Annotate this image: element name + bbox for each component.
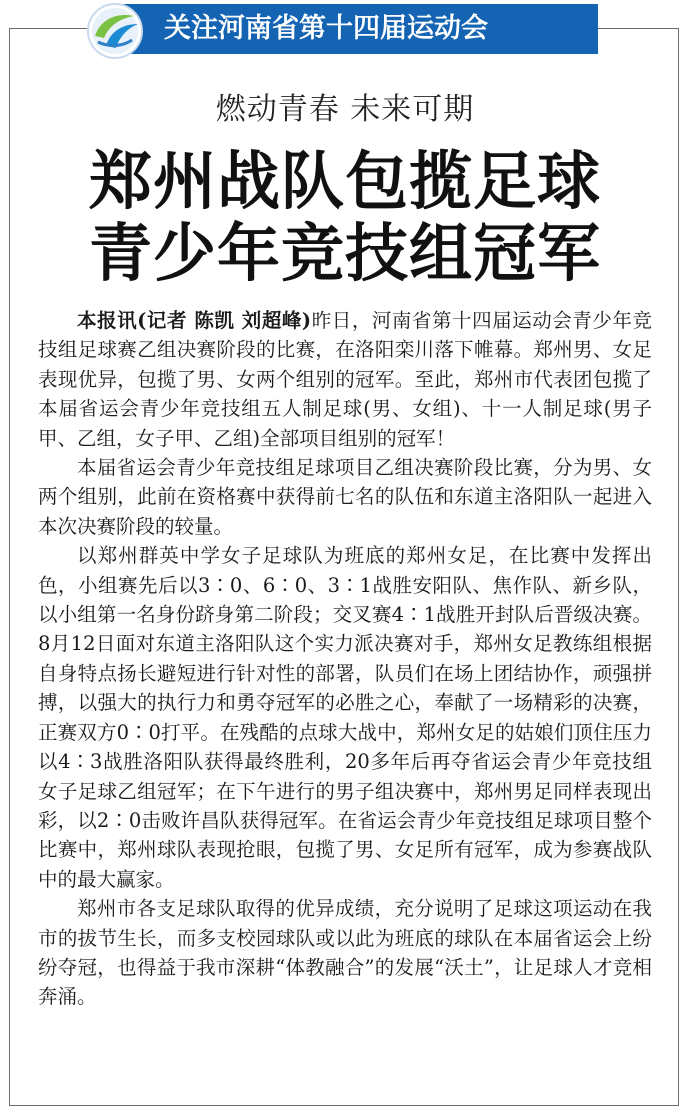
headline-line-2: 青少年竞技组冠军	[89, 217, 601, 290]
headline-line-1: 郑州战队包揽足球	[89, 145, 601, 218]
section-banner	[112, 4, 598, 54]
article-subtitle: 燃动青春 未来可期	[215, 92, 475, 127]
paragraph-1	[38, 306, 652, 453]
paragraph-1-text: 昨日，河南省第十四届运动会青少年竞技组足球赛乙组决赛阶段的比赛，在洛阳栾川落下帷幕。郑州男、女足表现优异，包揽了男、女两个组别的冠军。至此，郑州市代表团包揽了本届省运会青少年竞技组五人制足球(男、女组)、十一人制足球(男子甲、乙组，女子甲、乙组)全部项目组别的冠军！	[38, 309, 652, 450]
paragraph-4: 郑州市各支足球队取得的优异成绩，充分说明了足球这项运动在我市的拔节生长，而多支校园球队或以此为班底的球队在本届省运会上纷纷夺冠，也得益于我市深耕“体教融合”的发展“沃土”，让足球人才竞相奔涌。	[38, 897, 652, 1009]
byline: 本报讯(记者 陈凯 刘超峰)	[77, 309, 312, 332]
banner-title: 关注河南省第十四届运动会	[164, 13, 488, 44]
paragraph-3: 以郑州群英中学女子足球队为班底的郑州女足，在比赛中发挥出色，小组赛先后以3∶0、6∶0、3∶1战胜安阳队、焦作队、新乡队，以小组第一名身份跻身第二阶段；交叉赛4∶1战胜开封队后晋级决赛。8月12日面对东道主洛阳队这个实力派决赛对手，郑州女足教练组根据自身特点扬长避短进行针对性的部署，队员们在场上团结协作，顽强拼搏，以强大的执行力和勇夺冠军的必胜之心，奉献了一场精彩的决赛，正赛双方0∶0打平。在残酷的点球大战中，郑州女足的姑娘们顶住压力以4∶3战胜洛阳队获得最终胜利，20多年后再夺省运会青少年竞技组女子足球乙组冠军；在下午进行的男子组决赛中，郑州男足同样表现出彩，以2∶0击败许昌队获得冠军。在省运会青少年竞技组足球项目整个比赛中，郑州球队表现抢眼，包揽了男、女足所有冠军，成为参赛战队中的最大赢家。	[38, 544, 652, 891]
article-body	[38, 306, 652, 1012]
paragraph-2: 本届省运会青少年竞技组足球项目乙组决赛阶段比赛，分为男、女两个组别，此前在资格赛中获得前七名的队伍和东道主洛阳队一起进入本次决赛阶段的较量。	[38, 456, 652, 538]
sports-games-emblem-icon	[86, 2, 144, 60]
